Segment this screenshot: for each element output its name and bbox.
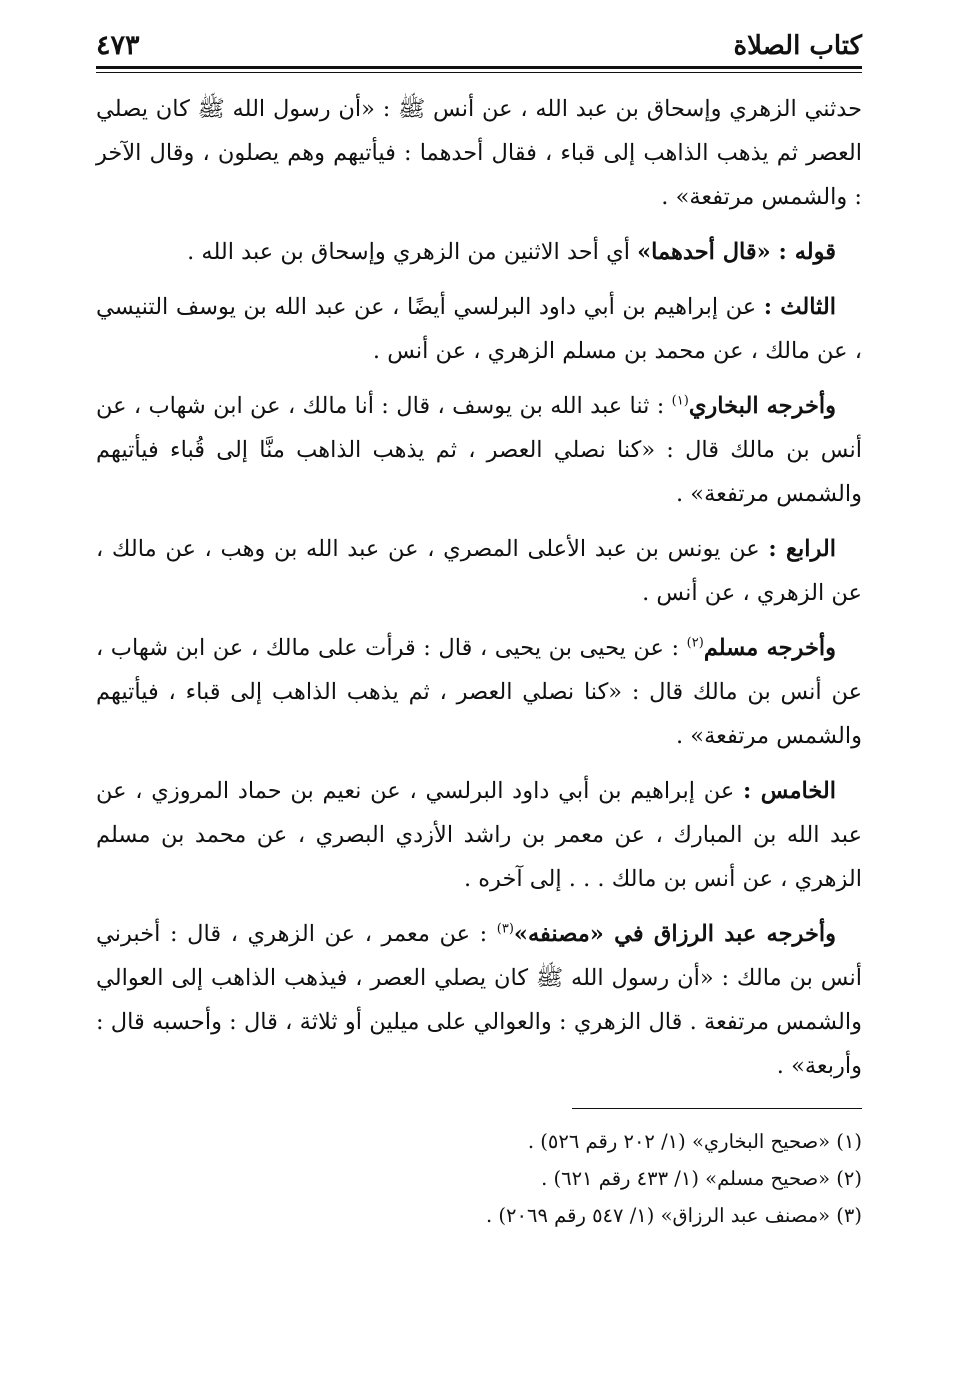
paragraph (96, 384, 862, 516)
chapter-title: كتاب الصلاة (733, 31, 862, 61)
paragraph-lead: وأخرجه عبد الرزاق في «مصنفه» (513, 921, 836, 947)
page-number: ٤٧٣ (96, 30, 140, 61)
paragraph (96, 769, 862, 901)
paragraph-lead: وأخرجه مسلم (703, 635, 836, 661)
paragraph-text: : ثنا عبد الله بن يوسف ، قال : أنا مالك ، عن ابن شهاب ، عن أنس بن مالك قال : «كنا نصلي العصر ، ثم يذهب الذاهب منَّا إلى قُباء فيأتيهم والشمس مرتفعة» . (96, 393, 862, 507)
paragraph (96, 912, 862, 1088)
paragraph-lead: الرابع : (768, 536, 836, 562)
paragraph-text: عن إبراهيم بن أبي داود البرلسي أيضًا ، عن عبد الله بن يوسف التنيسي ، عن مالك ، عن محمد بن مسلم الزهري ، عن أنس . (96, 294, 862, 364)
header-rule-thin (96, 72, 862, 73)
header-rule-thick (96, 66, 862, 69)
footnote-ref: (٢) (686, 635, 704, 651)
paragraph (96, 527, 862, 615)
running-header (96, 22, 862, 66)
paragraph (96, 87, 862, 219)
document-page (96, 22, 862, 1234)
paragraph-lead: وأخرجه البخاري (688, 393, 836, 419)
paragraph-text: حدثني الزهري وإسحاق بن عبد الله ، عن أنس ﷺ : «أن رسول الله ﷺ كان يصلي العصر ثم يذهب الذاهب إلى قباء ، فقال أحدهما : فيأتيهم وهم يصلون ، وقال الآخر : والشمس مرتفعة» . (96, 96, 862, 210)
paragraph-text: عن يونس بن عبد الأعلى المصري ، عن عبد الله بن وهب ، عن مالك ، عن الزهري ، عن أنس . (96, 536, 862, 606)
paragraph (96, 285, 862, 373)
paragraph-text: عن إبراهيم بن أبي داود البرلسي ، عن نعيم بن حماد المروزي ، عن عبد الله بن المبارك ، عن معمر بن راشد الأزدي البصري ، عن محمد بن مسلم الزهري ، عن أنس بن مالك . . . إلى آخره . (96, 778, 862, 892)
footnotes (96, 1123, 862, 1234)
paragraph (96, 230, 862, 274)
main-text (96, 87, 862, 1088)
footnote-ref: (٣) (496, 921, 514, 937)
footnote: (١) «صحيح البخاري» (١/ ٢٠٢ رقم ٥٢٦) . (527, 1130, 862, 1153)
footnote-ref: (١) (671, 393, 689, 409)
paragraph-lead: الثالث : (763, 294, 836, 320)
paragraph-lead: قوله : «قال أحدهما» (637, 239, 836, 265)
paragraph-lead: الخامس : (743, 778, 836, 804)
paragraph-text: : عن يحيى بن يحيى ، قال : قرأت على مالك ، عن ابن شهاب ، عن أنس بن مالك قال : «كنا نصلي العصر ، ثم يذهب الذاهب إلى قباء ، فيأتيهم والشمس مرتفعة» . (96, 635, 862, 749)
paragraph (96, 626, 862, 758)
paragraph-text: : عن معمر ، عن الزهري ، قال : أخبرني أنس بن مالك : «أن رسول الله ﷺ كان يصلي العصر ، فيذهب الذاهب إلى العوالي والشمس مرتفعة . قال الزهري : والعوالي على ميلين أو ثلاثة ، قال : وأحسبه قال : وأربعة» . (96, 921, 862, 1079)
footnote-separator (572, 1108, 862, 1109)
paragraph-text: أي أحد الاثنين من الزهري وإسحاق بن عبد الله . (187, 239, 638, 265)
footnote: (٣) «مصنف عبد الرزاق» (١/ ٥٤٧ رقم ٢٠٦٩) . (486, 1204, 862, 1227)
footnote: (٢) «صحيح مسلم» (١/ ٤٣٣ رقم ٦٢١) . (541, 1167, 862, 1190)
